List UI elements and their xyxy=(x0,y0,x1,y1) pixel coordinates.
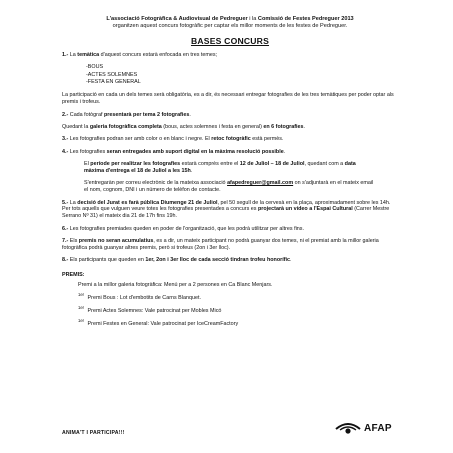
prize-item: $^{1er}$ Premi Actes Solemnes: Vale patrocinat per Mobles Micó xyxy=(78,304,222,314)
section-2: 2.- Cada fotògraf presentarà per tema 2 fotografies. xyxy=(62,111,191,118)
email-link[interactable]: afapedreguer@gmail.com xyxy=(227,180,294,187)
afap-logo xyxy=(335,421,392,435)
section-6: 6.- Les fotografies premiades queden en poder de l'organització, que les podrà utilitzar per altres fins. xyxy=(62,225,304,232)
footer-slogan: ANIMA'T I PARTICIPA!!! xyxy=(62,430,125,436)
section-7: 7.- Els premis no seran acumulatius, es a dir, un mateix participant no podrà guanyar dos temes, ni el premiat amb la millor galeria fotogràfica podrà guanyar altres premis, però si trofeus (2on i 3er lloc). xyxy=(62,237,379,251)
prizes-list xyxy=(78,281,398,329)
theme-item: -FESTA EN GENERAL xyxy=(86,79,141,85)
section-2-paragraph: Quedant la galeria fotogràfica completa (bous, actes solemnes i festa en general) en 6 fotografies. xyxy=(62,123,305,130)
eye-icon xyxy=(335,421,361,435)
section-4-period: El període per realitzar les fotografies estarà comprès entre el 12 de Juliol – 18 de Juliol, quedant com a data màxima d'entrega el 18 de Juliol a les 15h. xyxy=(84,161,356,174)
document-body xyxy=(62,16,398,329)
section-1: 1.- La temàtica d'aquest concurs estarà enfocada en tres temes; xyxy=(62,51,218,58)
themes-list xyxy=(86,64,398,86)
section-3: 3.- Les fotografies podran ser amb color o en blanc i negre. El retoc fotogràfic està permès. xyxy=(62,136,284,143)
section-4: 4.- Les fotografies seran entregades amb suport digital en la màxima resolució possible. xyxy=(62,148,286,155)
prize-item: $^{1er}$ Premi Festes en General: Vale patrocinat per IceCreamFactory xyxy=(78,317,239,327)
header-line-2: organitzen aquest concurs fotogràfic per captar els millor moments de les festes de Pedreguer. xyxy=(112,23,348,29)
page-title: BASES CONCURS xyxy=(190,36,270,46)
prize-item: $^{1er}$ Premi Bous : Lot d'embotits de Carns Blanquet. xyxy=(78,291,201,301)
theme-item: -BOUS xyxy=(86,64,104,71)
section-4-email: S'entregaràn per correu electrònic de la mateixa associació afapedreguer@gmail.com on s'adjuntarà en el mateix email el nom, cognom, DNI i un número de telèfon de contacte. xyxy=(84,180,374,194)
logo-text: AFAP xyxy=(364,422,392,434)
section-8: 8.- Els participants que queden en 1er, 2on i 3er lloc de cada secció tindran trofeu honorífic. xyxy=(62,257,292,264)
section-1-paragraph: La participació en cada un dels temes serà obligatòria, es a dir, és necessari entregar fotografies de les tres temàtiques per poder optar als premis i trofeus. xyxy=(62,92,394,106)
organizer-2: Comissió de Festes Pedreguer 2013 xyxy=(257,16,354,22)
document-header xyxy=(62,16,398,30)
section-5: 5.- La decisió del Jurat es farà pública Diumenge 21 de Juliol, pel 50 segull de la cervesà en la plaça, aproximadament sobre les 14h. Per tots aquells que vulguen veure totes les fotografies presentades a concurs es projectarà un vídeo a l'Espai Cultural (Carrer Mestre Serrano Nº 31) el mateix dia 21 de 17h fins 19h. xyxy=(62,199,391,220)
prize-gallery: Premi a la millor galeria fotogràfica: Menú per a 2 persones en Ca Blanc Menjars. xyxy=(78,281,273,288)
theme-item: -ACTES SOLEMNES xyxy=(86,71,138,78)
header-connector: i la xyxy=(247,16,258,22)
prizes-heading: PREMIS: xyxy=(62,271,85,278)
organizer-1: L'associació Fotogràfica & Audiovisual de Pedreguer xyxy=(106,16,248,22)
